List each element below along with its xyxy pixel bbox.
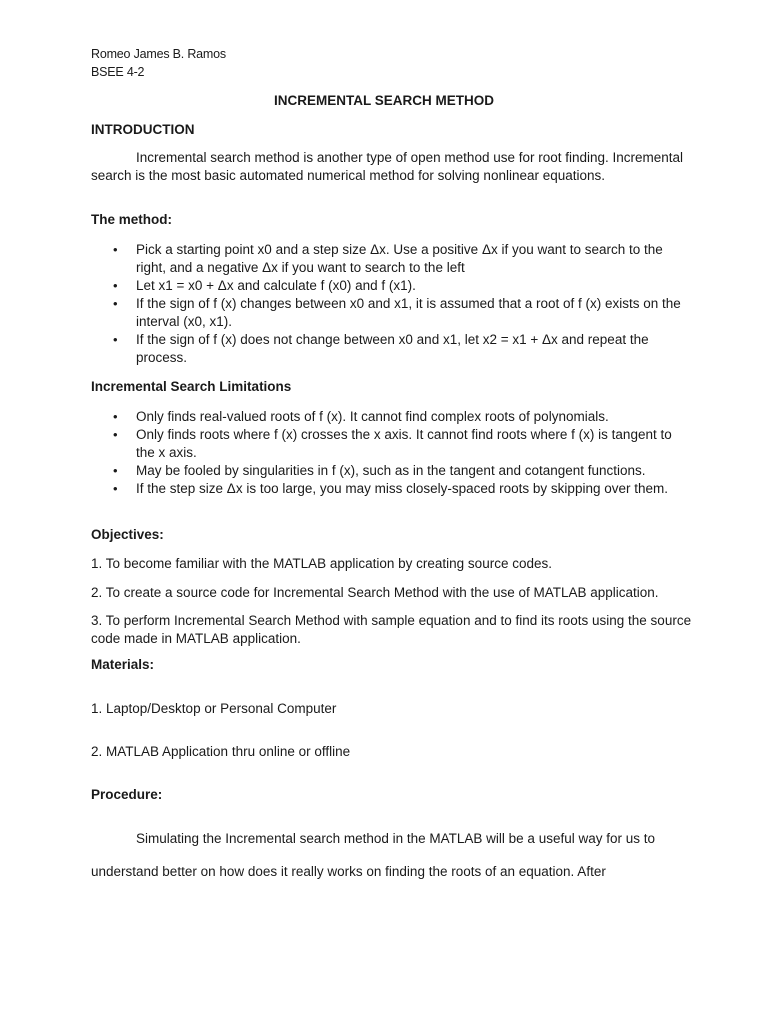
- method-list: [91, 241, 691, 367]
- list-item: [91, 408, 691, 426]
- limitation-item-text: Only finds roots where f (x) crosses the x axis. It cannot find roots where f (x) is tangent to the x axis.: [136, 427, 672, 460]
- bullet-icon: •: [113, 278, 118, 293]
- introduction-paragraph: Incremental search method is another type of open method use for root finding. Incremental search is the most basic automated numerical method for solving nonlinear equations.: [91, 150, 684, 183]
- bullet-icon: •: [113, 481, 118, 496]
- bullet-icon: •: [113, 463, 118, 478]
- limitation-item-text: May be fooled by singularities in f (x), such as in the tangent and cotangent functions.: [136, 463, 646, 478]
- list-item: [91, 426, 691, 462]
- procedure-heading: Procedure:: [91, 787, 163, 802]
- limitation-item-text: Only finds real-valued roots of f (x). It cannot find complex roots of polynomials.: [136, 409, 609, 424]
- bullet-icon: •: [113, 409, 118, 424]
- author-section: BSEE 4-2: [91, 65, 145, 79]
- bullet-icon: •: [113, 332, 118, 347]
- material-item: 2. MATLAB Application thru online or offline: [91, 744, 351, 759]
- method-item-text: Pick a starting point x0 and a step size Δx. Use a positive Δx if you want to search to the right, and a negative Δx if you want to search to the left: [136, 242, 663, 275]
- objectives-heading: Objectives:: [91, 527, 164, 542]
- limitations-heading: Incremental Search Limitations: [91, 379, 292, 394]
- list-item: [91, 331, 691, 367]
- list-item: [91, 277, 691, 295]
- method-heading: The method:: [91, 212, 172, 227]
- list-item: [91, 462, 691, 480]
- list-item: [91, 241, 691, 277]
- materials-heading: Materials:: [91, 657, 155, 672]
- limitation-item-text: If the step size Δx is too large, you may miss closely-spaced roots by skipping over them.: [136, 481, 668, 496]
- bullet-icon: •: [113, 427, 118, 442]
- introduction-heading: INTRODUCTION: [91, 122, 195, 137]
- objective-item: 1. To become familiar with the MATLAB application by creating source codes.: [91, 556, 552, 571]
- method-item-text: If the sign of f (x) does not change between x0 and x1, let x2 = x1 + Δx and repeat the process.: [136, 332, 649, 365]
- document-title: INCREMENTAL SEARCH METHOD: [273, 93, 494, 108]
- list-item: [91, 480, 691, 498]
- material-item: 1. Laptop/Desktop or Personal Computer: [91, 701, 337, 716]
- author-name: Romeo James B. Ramos: [91, 47, 226, 61]
- limitations-list: [91, 408, 691, 498]
- objective-item: 2. To create a source code for Incremental Search Method with the use of MATLAB application.: [91, 585, 659, 600]
- method-item-text: Let x1 = x0 + Δx and calculate f (x0) and f (x1).: [136, 278, 416, 293]
- bullet-icon: •: [113, 296, 118, 311]
- method-item-text: If the sign of f (x) changes between x0 and x1, it is assumed that a root of f (x) exists on the interval (x0, x1).: [136, 296, 681, 329]
- bullet-icon: •: [113, 242, 118, 257]
- procedure-paragraph: Simulating the Incremental search method in the MATLAB will be a useful way for us to understand better on how does it really works on finding the roots of an equation. After: [91, 831, 655, 879]
- objective-item: 3. To perform Incremental Search Method with sample equation and to find its roots using the source code made in MATLAB application.: [91, 613, 692, 646]
- list-item: [91, 295, 691, 331]
